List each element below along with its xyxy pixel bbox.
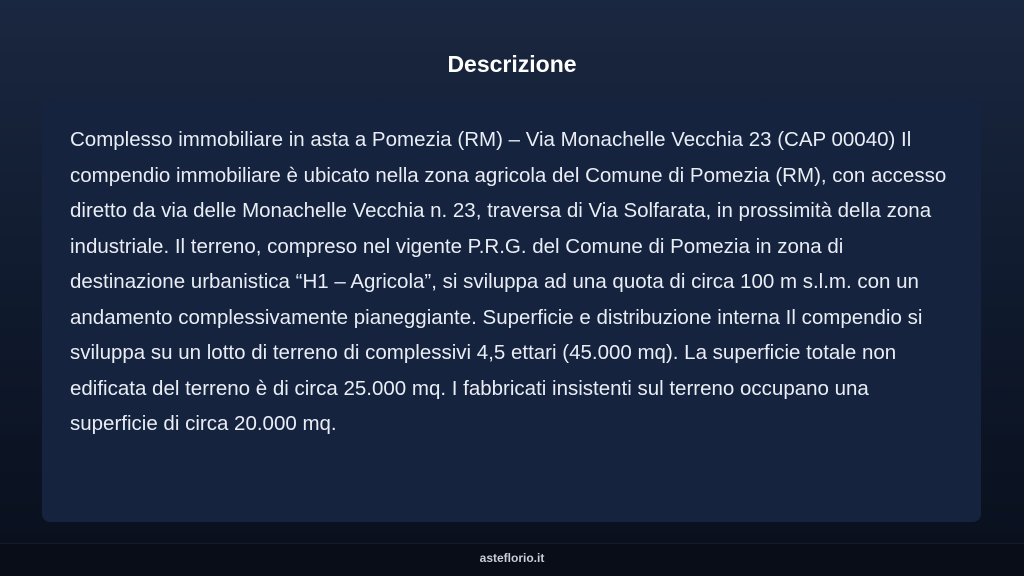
section-title: Descrizione	[447, 51, 577, 77]
description-card	[42, 101, 981, 522]
footer	[0, 543, 1024, 576]
footer-site-link[interactable]: asteflorio.it	[479, 551, 545, 565]
description-text: Complesso immobiliare in asta a Pomezia (RM) – Via Monachelle Vecchia 23 (CAP 00040) Il compendio immobiliare è ubicato nella zona agricola del Comune di Pomezia (RM), con accesso diretto da via delle Monachelle Vecchia n. 23, traversa di Via Solfarata, in prossimità della zona industriale. Il terreno, compreso nel vigente P.R.G. del Comune di Pomezia in zona di destinazione urbanistica “H1 – Agricola”, si sviluppa ad una quota di circa 100 m s.l.m. con un andamento complessivamente pianeggiante. Superficie e distribuzione interna Il compendio si sviluppa su un lotto di terreno di complessivi 4,5 ettari (45.000 mq). La superficie totale non edificata del terreno è di circa 25.000 mq. I fabbricati insistenti sul terreno occupano una superficie di circa 20.000 mq.	[70, 128, 947, 435]
